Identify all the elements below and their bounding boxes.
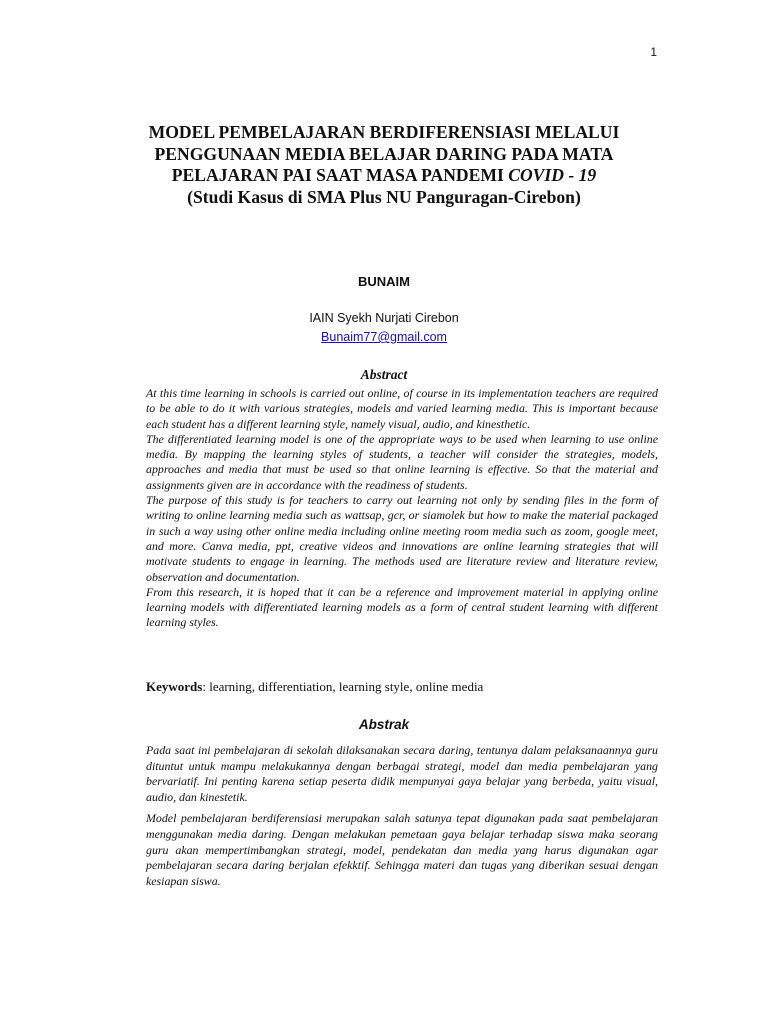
abstract-paragraph: At this time learning in schools is carried out online, of course in its implementation teachers are required to be able to do it with various strategies, models and varied learning media. This is important because each student has a different learning style, namely visual, audio, and kinesthetic. — [146, 386, 658, 431]
keywords-label: Keywords — [146, 679, 203, 694]
page-number: 1 — [650, 45, 657, 59]
title-line-1: MODEL PEMBELAJARAN BERDIFERENSIASI MELALUI — [148, 122, 620, 142]
abstrak-body — [146, 743, 658, 895]
title-covid: COVID - 19 — [508, 165, 597, 185]
author-email — [0, 330, 768, 344]
paper-title — [0, 122, 768, 208]
title-line-3 — [0, 165, 768, 187]
abstract-paragraph: The purpose of this study is for teachers to carry out learning not only by sending files in the form of writing to online learning media such as wattsap, gcr, or siamolek but how to make the material packaged in such a way using other online media including online meeting room media such as zoom, google meet, and more. Canva media, ppt, creative videos and innovations are online learning strategies that will motivate students to engage in learning. The methods used are literature review and literature review, observation and documentation. — [146, 493, 658, 584]
abstract-heading: Abstract — [360, 367, 408, 382]
keywords — [146, 679, 666, 695]
abstract-paragraph: From this research, it is hoped that it can be a reference and improvement material in applying online learning models with differentiated learning models as a form of central student learning with different learning styles. — [146, 584, 658, 630]
abstract-body — [146, 386, 658, 631]
title-line-4: (Studi Kasus di SMA Plus NU Panguragan-Cirebon) — [187, 186, 581, 207]
title-line-2: PENGGUNAAN MEDIA BELAJAR DARING PADA MATA — [154, 143, 614, 164]
author-affiliation: IAIN Syekh Nurjati Cirebon — [309, 311, 459, 325]
email-link[interactable]: Bunaim77@gmail.com — [321, 330, 447, 344]
title-line-3-main: PELAJARAN PAI SAAT MASA PANDEMI — [171, 165, 509, 185]
abstrak-heading: Abstrak — [358, 717, 410, 732]
abstrak-paragraph: Pada saat ini pembelajaran di sekolah dilaksanakan secara daring, tentunya dalam pelaksanaannya guru dituntut untuk mampu melakukannya dengan berbagai strategi, model dan media pembelajaran yang bervariatif. Ini penting karena setiap peserta didik mempunyai gaya belajar yang berbeda, yaitu visual, audio, dan kinestetik. — [146, 743, 658, 804]
abstract-paragraph: The differentiated learning model is one of the appropriate ways to be used when learning to use online media. By mapping the learning styles of students, a teacher will consider the strategies, models, approaches and media that must be used so that online learning is effective. So that the material and assignments given are in accordance with the readiness of students. — [146, 431, 658, 492]
author-name: BUNAIM — [358, 274, 410, 289]
keywords-text: : learning, differentiation, learning style, online media — [202, 679, 484, 694]
abstrak-paragraph: Model pembelajaran berdiferensiasi merupakan salah satunya tepat digunakan pada saat pembelajaran menggunakan media daring. Dengan melakukan pemetaan gaya belajar terhadap siswa maka seorang guru akan mempertimbangkan strategi, model, pendekatan dan media yang harus digunakan agar pembelajaran secara daring berjalan efekktif. Sehingga materi dan tugas yang diberikan sesuai dengan kesiapan siswa. — [146, 811, 658, 888]
